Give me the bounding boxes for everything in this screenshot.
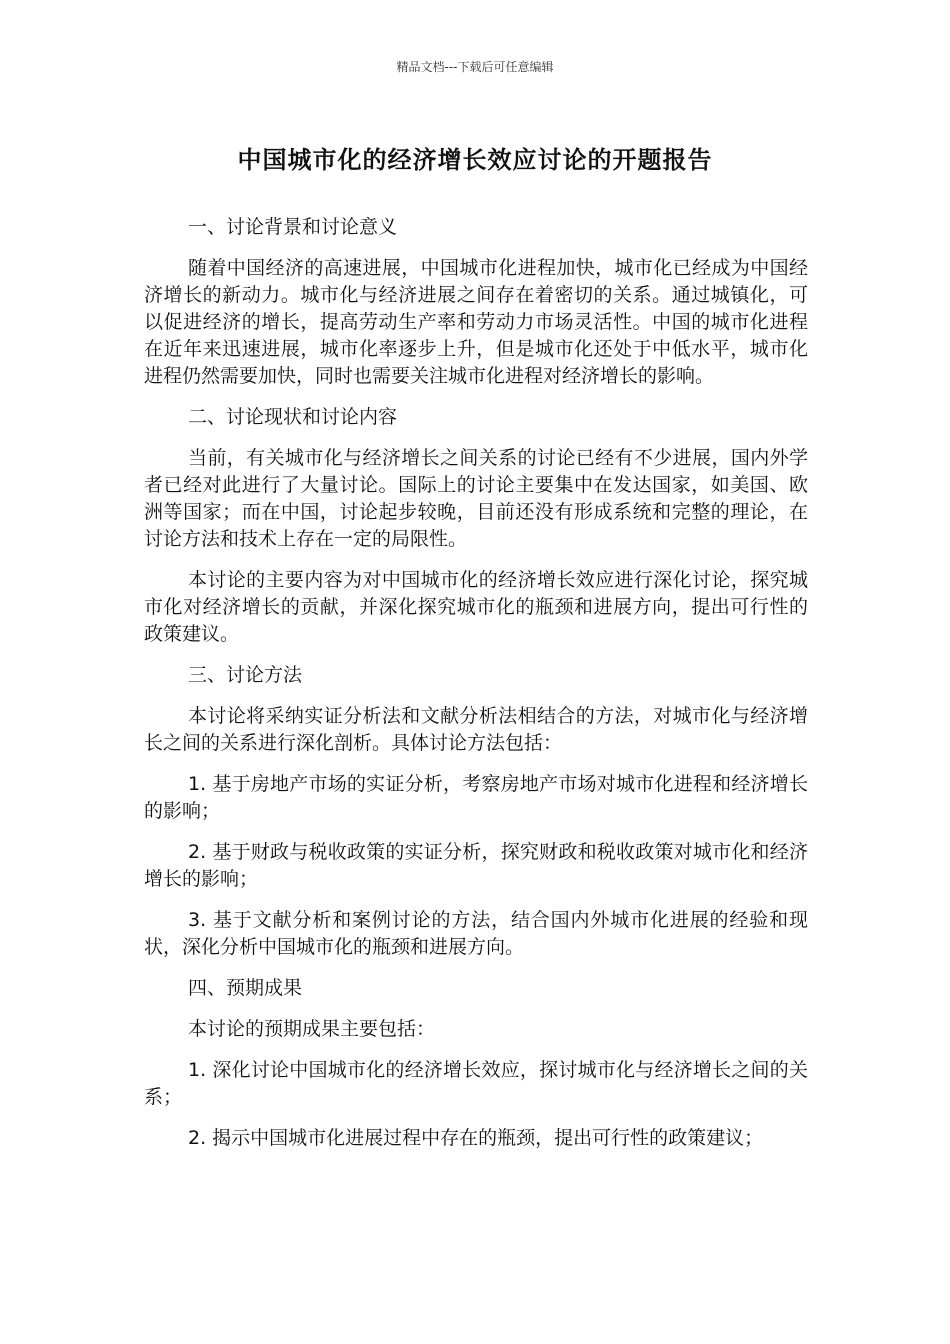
paragraph-methods: 本讨论将采纳实证分析法和文献分析法相结合的方法，对城市化与经济增长之间的关系进行深化剖析。具体讨论方法包括：: [144, 705, 808, 754]
paragraph-status: 当前，有关城市化与经济增长之间关系的讨论已经有不少进展，国内外学者已经对此进行了大量讨论。国际上的讨论主要集中在发达国家，如美国、欧洲等国家；而在中国，讨论起步较晚，目前还没有形成系统和完整的理论，在讨论方法和技术上存在一定的局限性。: [144, 447, 808, 550]
header-note: 精品文档---下载后可任意编辑: [396, 60, 554, 74]
list-item-outcome-2: 2. 揭示中国城市化进展过程中存在的瓶颈，提出可行性的政策建议；: [188, 1127, 764, 1149]
paragraph-background: 随着中国经济的高速进展，中国城市化进程加快，城市化已经成为中国经济增长的新动力。城市化与经济进展之间存在着密切的关系。通过城镇化，可以促进经济的增长，提高劳动生产率和劳动力市场灵活性。中国的城市化进程在近年来迅速进展，城市化率逐步上升，但是城市化还处于中低水平，城市化进程仍然需要加快，同时也需要关注城市化进程对经济增长的影响。: [144, 257, 808, 387]
document-body: [144, 214, 808, 1166]
list-item-method-2: 2. 基于财政与税收政策的实证分析，探究财政和税收政策对城市化和经济增长的影响；: [144, 841, 808, 890]
paragraph-content: 本讨论的主要内容为对中国城市化的经济增长效应进行深化讨论，探究城市化对经济增长的贡献，并深化探究城市化的瓶颈和进展方向，提出可行性的政策建议。: [144, 569, 808, 645]
paragraph-outcomes: 本讨论的预期成果主要包括：: [188, 1018, 436, 1040]
section-heading-methods: 三、讨论方法: [188, 664, 303, 686]
document-title: 中国城市化的经济增长效应讨论的开题报告: [237, 146, 713, 174]
section-heading-outcomes: 四、预期成果: [188, 977, 303, 999]
list-item-outcome-1: 1. 深化讨论中国城市化的经济增长效应，探讨城市化与经济增长之间的关系；: [144, 1059, 808, 1108]
section-heading-status: 二、讨论现状和讨论内容: [188, 406, 398, 428]
list-item-method-3: 3. 基于文献分析和案例讨论的方法，结合国内外城市化进展的经验和现状，深化分析中国城市化的瓶颈和进展方向。: [144, 909, 808, 958]
list-item-method-1: 1. 基于房地产市场的实证分析，考察房地产市场对城市化进程和经济增长的影响；: [144, 773, 808, 822]
section-heading-background: 一、讨论背景和讨论意义: [188, 216, 398, 238]
